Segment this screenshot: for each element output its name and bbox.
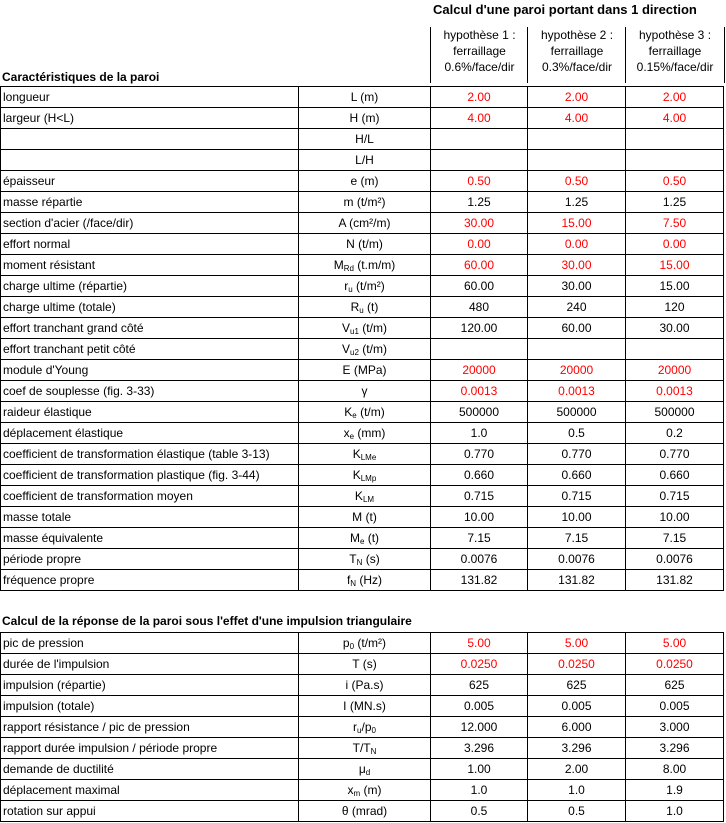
row-label[interactable]: pic de pression: [1, 633, 299, 654]
row-symbol[interactable]: $M_{Rd}$ (t.m/m): [299, 255, 431, 276]
row-label[interactable]: effort normal: [1, 234, 299, 255]
value-cell-h1[interactable]: 480: [431, 297, 528, 318]
value-cell-h1[interactable]: 12.000: [431, 717, 528, 738]
row-symbol[interactable]: $K_{LMe}$: [299, 444, 431, 465]
value-cell-h1[interactable]: 131.82: [431, 570, 528, 591]
section-2-title: Calcul de la réponse de la paroi sous l'effet d'une impulsion triangulaire: [2, 614, 412, 628]
row-label[interactable]: effort tranchant petit côté: [1, 339, 299, 360]
value-cell-h1[interactable]: 0.50: [431, 171, 528, 192]
row-label[interactable]: charge ultime (totale): [1, 297, 299, 318]
table-row: [1, 696, 724, 717]
value-cell-h2[interactable]: 2.00: [528, 759, 626, 780]
table-row: [1, 465, 724, 486]
row-symbol[interactable]: $f_N$ (Hz): [299, 570, 431, 591]
value-cell-h1[interactable]: 20000: [431, 360, 528, 381]
value-cell-h1[interactable]: 5.00: [431, 633, 528, 654]
table-row: [1, 213, 724, 234]
row-symbol[interactable]: $V_{u1}$ (t/m): [299, 318, 431, 339]
value-cell-h1[interactable]: 1.0: [431, 423, 528, 444]
value-cell-h1[interactable]: 0.00: [431, 234, 528, 255]
value-cell-h3[interactable]: 1.0: [626, 801, 724, 822]
value-cell-h3[interactable]: [626, 129, 724, 150]
row-label[interactable]: [1, 129, 299, 150]
sheet-title: Calcul d'une paroi portant dans 1 direction: [433, 2, 697, 17]
table-row: [1, 360, 724, 381]
value-cell-h1[interactable]: 0.715: [431, 486, 528, 507]
row-symbol[interactable]: θ (mrad): [299, 801, 431, 822]
row-symbol[interactable]: L/H: [299, 150, 431, 171]
row-label[interactable]: épaisseur: [1, 171, 299, 192]
value-cell-h3[interactable]: 0.660: [626, 465, 724, 486]
value-cell-h2[interactable]: 0.00: [528, 234, 626, 255]
value-cell-h3[interactable]: 3.000: [626, 717, 724, 738]
row-symbol[interactable]: $x_e$ (mm): [299, 423, 431, 444]
row-symbol[interactable]: N (t/m): [299, 234, 431, 255]
value-cell-h3[interactable]: [626, 150, 724, 171]
row-label[interactable]: durée de l'impulsion: [1, 654, 299, 675]
row-label[interactable]: coefficient de transformation moyen: [1, 486, 299, 507]
value-cell-h1[interactable]: 625: [431, 675, 528, 696]
value-cell-h3[interactable]: [626, 339, 724, 360]
value-cell-h3[interactable]: 7.15: [626, 528, 724, 549]
response-table: [0, 632, 724, 822]
row-symbol[interactable]: M (t): [299, 507, 431, 528]
value-cell-h1[interactable]: 4.00: [431, 108, 528, 129]
table-row: [1, 276, 724, 297]
table-row: [1, 717, 724, 738]
value-cell-h1[interactable]: 0.0076: [431, 549, 528, 570]
row-label[interactable]: module d'Young: [1, 360, 299, 381]
hypothesis-1-line-3: 0.6%/face/dir: [444, 60, 515, 74]
row-symbol[interactable]: $T/T_N$: [299, 738, 431, 759]
row-label[interactable]: masse répartie: [1, 192, 299, 213]
row-label[interactable]: impulsion (totale): [1, 696, 299, 717]
table-row: [1, 423, 724, 444]
table-row: [1, 444, 724, 465]
table-row: [1, 339, 724, 360]
value-cell-h1[interactable]: 0.0250: [431, 654, 528, 675]
row-label[interactable]: rotation sur appui: [1, 801, 299, 822]
table-row: [1, 759, 724, 780]
row-symbol[interactable]: e (m): [299, 171, 431, 192]
table-row: [1, 297, 724, 318]
value-cell-h1[interactable]: 0.0013: [431, 381, 528, 402]
value-cell-h3[interactable]: 4.00: [626, 108, 724, 129]
row-symbol[interactable]: $K_{LM}$: [299, 486, 431, 507]
table-row: [1, 129, 724, 150]
value-cell-h2[interactable]: 0.005: [528, 696, 626, 717]
table-row: [1, 234, 724, 255]
value-cell-h1[interactable]: 2.00: [431, 87, 528, 108]
section-1-title: Caractéristiques de la paroi: [2, 70, 160, 84]
value-cell-h2[interactable]: 1.0: [528, 780, 626, 801]
value-cell-h2[interactable]: 0.5: [528, 423, 626, 444]
row-symbol[interactable]: $\mu_d$: [299, 759, 431, 780]
value-cell-h1[interactable]: 3.296: [431, 738, 528, 759]
value-cell-h3[interactable]: 2.00: [626, 87, 724, 108]
value-cell-h2[interactable]: 0.5: [528, 801, 626, 822]
table-row: [1, 654, 724, 675]
value-cell-h2[interactable]: 60.00: [528, 318, 626, 339]
value-cell-h3[interactable]: 0.2: [626, 423, 724, 444]
row-symbol[interactable]: I (MN.s): [299, 696, 431, 717]
hypothesis-3-line-2: ferraillage: [648, 44, 702, 58]
value-cell-h2[interactable]: 131.82: [528, 570, 626, 591]
value-cell-h3[interactable]: 10.00: [626, 507, 724, 528]
value-cell-h3[interactable]: 0.0013: [626, 381, 724, 402]
value-cell-h3[interactable]: 1.25: [626, 192, 724, 213]
value-cell-h2[interactable]: [528, 150, 626, 171]
table-row: [1, 192, 724, 213]
value-cell-h3[interactable]: 30.00: [626, 318, 724, 339]
value-cell-h2[interactable]: 3.296: [528, 738, 626, 759]
hypothesis-2-header: [527, 27, 626, 83]
value-cell-h2[interactable]: 30.00: [528, 276, 626, 297]
hypothesis-3-line-1: hypothèse 3 :: [638, 28, 712, 42]
row-label[interactable]: masse équivalente: [1, 528, 299, 549]
value-cell-h3[interactable]: 120: [626, 297, 724, 318]
hypothesis-3-line-3: 0.15%/face/dir: [636, 60, 714, 74]
value-cell-h2[interactable]: 0.0013: [528, 381, 626, 402]
row-symbol[interactable]: i (Pa.s): [299, 675, 431, 696]
value-cell-h1[interactable]: 0.770: [431, 444, 528, 465]
table-row: [1, 381, 724, 402]
value-cell-h3[interactable]: 0.005: [626, 696, 724, 717]
table-row: [1, 486, 724, 507]
row-symbol[interactable]: $r_u$ (t/m²): [299, 276, 431, 297]
value-cell-h3[interactable]: 500000: [626, 402, 724, 423]
value-cell-h2[interactable]: 625: [528, 675, 626, 696]
hypothesis-3-header: [625, 27, 725, 83]
table-row: [1, 633, 724, 654]
hypothesis-2-line-3: 0.3%/face/dir: [541, 60, 613, 74]
value-cell-h1[interactable]: [431, 129, 528, 150]
value-cell-h2[interactable]: 0.715: [528, 486, 626, 507]
value-cell-h1[interactable]: 60.00: [431, 276, 528, 297]
value-cell-h3[interactable]: 20000: [626, 360, 724, 381]
value-cell-h3[interactable]: 0.715: [626, 486, 724, 507]
table-row: [1, 801, 724, 822]
hypothesis-2-line-1: hypothèse 2 :: [540, 28, 614, 42]
row-label[interactable]: largeur (H<L): [1, 108, 299, 129]
value-cell-h2[interactable]: 0.0076: [528, 549, 626, 570]
row-label[interactable]: [1, 150, 299, 171]
table-row: [1, 171, 724, 192]
value-cell-h1[interactable]: 120.00: [431, 318, 528, 339]
hypothesis-1-line-2: ferraillage: [453, 44, 506, 58]
value-cell-h1[interactable]: 10.00: [431, 507, 528, 528]
value-cell-h2[interactable]: 10.00: [528, 507, 626, 528]
value-cell-h2[interactable]: 5.00: [528, 633, 626, 654]
row-symbol[interactable]: m (t/m²): [299, 192, 431, 213]
value-cell-h2[interactable]: 0.50: [528, 171, 626, 192]
value-cell-h3[interactable]: 0.00: [626, 234, 724, 255]
row-label[interactable]: charge ultime (répartie): [1, 276, 299, 297]
table-row: [1, 318, 724, 339]
row-label[interactable]: moment résistant: [1, 255, 299, 276]
row-symbol[interactable]: $p_0$ (t/m²): [299, 633, 431, 654]
table-row: [1, 549, 724, 570]
value-cell-h1[interactable]: 7.15: [431, 528, 528, 549]
row-label[interactable]: période propre: [1, 549, 299, 570]
row-label[interactable]: effort tranchant grand côté: [1, 318, 299, 339]
characteristics-table: [0, 86, 724, 591]
row-symbol[interactable]: L (m): [299, 87, 431, 108]
table-row: [1, 570, 724, 591]
value-cell-h1[interactable]: [431, 150, 528, 171]
row-symbol[interactable]: γ: [299, 381, 431, 402]
value-cell-h2[interactable]: 30.00: [528, 255, 626, 276]
table-row: [1, 507, 724, 528]
row-symbol[interactable]: $T_N$ (s): [299, 549, 431, 570]
row-symbol[interactable]: $R_u$ (t): [299, 297, 431, 318]
value-cell-h1[interactable]: 1.0: [431, 780, 528, 801]
row-symbol[interactable]: H (m): [299, 108, 431, 129]
value-cell-h2[interactable]: 15.00: [528, 213, 626, 234]
value-cell-h2[interactable]: 240: [528, 297, 626, 318]
value-cell-h3[interactable]: 15.00: [626, 276, 724, 297]
hypothesis-2-line-2: ferraillage: [550, 44, 604, 58]
value-cell-h1[interactable]: 0.5: [431, 801, 528, 822]
value-cell-h3[interactable]: 0.770: [626, 444, 724, 465]
value-cell-h3[interactable]: 0.0076: [626, 549, 724, 570]
row-label[interactable]: masse totale: [1, 507, 299, 528]
row-label[interactable]: section d'acier (/face/dir): [1, 213, 299, 234]
row-symbol[interactable]: A (cm²/m): [299, 213, 431, 234]
row-label[interactable]: rapport durée impulsion / période propre: [1, 738, 299, 759]
value-cell-h2[interactable]: [528, 339, 626, 360]
row-label[interactable]: longueur: [1, 87, 299, 108]
value-cell-h1[interactable]: [431, 339, 528, 360]
value-cell-h2[interactable]: 0.0250: [528, 654, 626, 675]
value-cell-h2[interactable]: 2.00: [528, 87, 626, 108]
row-label[interactable]: demande de ductilité: [1, 759, 299, 780]
row-symbol[interactable]: T (s): [299, 654, 431, 675]
value-cell-h3[interactable]: 0.0250: [626, 654, 724, 675]
value-cell-h3[interactable]: 15.00: [626, 255, 724, 276]
value-cell-h2[interactable]: 4.00: [528, 108, 626, 129]
value-cell-h3[interactable]: 1.9: [626, 780, 724, 801]
row-symbol[interactable]: $V_{u2}$ (t/m): [299, 339, 431, 360]
row-symbol[interactable]: $r_u/p_0$: [299, 717, 431, 738]
row-label[interactable]: fréquence propre: [1, 570, 299, 591]
value-cell-h1[interactable]: 500000: [431, 402, 528, 423]
hypothesis-1-header: [430, 27, 528, 83]
row-label[interactable]: déplacement élastique: [1, 423, 299, 444]
row-symbol[interactable]: $K_{LMp}$: [299, 465, 431, 486]
value-cell-h2[interactable]: 6.000: [528, 717, 626, 738]
value-cell-h2[interactable]: 0.660: [528, 465, 626, 486]
value-cell-h3[interactable]: 131.82: [626, 570, 724, 591]
value-cell-h1[interactable]: 1.25: [431, 192, 528, 213]
row-label[interactable]: impulsion (répartie): [1, 675, 299, 696]
row-symbol[interactable]: $x_m$ (m): [299, 780, 431, 801]
value-cell-h1[interactable]: 60.00: [431, 255, 528, 276]
table-row: [1, 780, 724, 801]
row-label[interactable]: raideur élastique: [1, 402, 299, 423]
value-cell-h3[interactable]: 7.50: [626, 213, 724, 234]
table-row: [1, 738, 724, 759]
value-cell-h3[interactable]: 0.50: [626, 171, 724, 192]
value-cell-h3[interactable]: 5.00: [626, 633, 724, 654]
row-label[interactable]: coef de souplesse (fig. 3-33): [1, 381, 299, 402]
value-cell-h2[interactable]: 0.770: [528, 444, 626, 465]
value-cell-h3[interactable]: 8.00: [626, 759, 724, 780]
table-row: [1, 150, 724, 171]
value-cell-h2[interactable]: 500000: [528, 402, 626, 423]
row-symbol[interactable]: E (MPa): [299, 360, 431, 381]
value-cell-h3[interactable]: 3.296: [626, 738, 724, 759]
value-cell-h1[interactable]: 1.00: [431, 759, 528, 780]
value-cell-h1[interactable]: 30.00: [431, 213, 528, 234]
value-cell-h2[interactable]: 7.15: [528, 528, 626, 549]
row-label[interactable]: rapport résistance / pic de pression: [1, 717, 299, 738]
row-label[interactable]: coefficient de transformation plastique (fig. 3-44): [1, 465, 299, 486]
row-symbol[interactable]: $K_e$ (t/m): [299, 402, 431, 423]
row-symbol[interactable]: $M_e$ (t): [299, 528, 431, 549]
row-symbol[interactable]: H/L: [299, 129, 431, 150]
value-cell-h2[interactable]: 20000: [528, 360, 626, 381]
value-cell-h2[interactable]: 1.25: [528, 192, 626, 213]
value-cell-h1[interactable]: 0.005: [431, 696, 528, 717]
table-row: [1, 255, 724, 276]
value-cell-h2[interactable]: [528, 129, 626, 150]
table-row: [1, 87, 724, 108]
hypothesis-1-line-1: hypothèse 1 :: [443, 28, 516, 42]
row-label[interactable]: coefficient de transformation élastique (table 3-13): [1, 444, 299, 465]
value-cell-h1[interactable]: 0.660: [431, 465, 528, 486]
table-row: [1, 402, 724, 423]
table-row: [1, 108, 724, 129]
table-row: [1, 528, 724, 549]
row-label[interactable]: déplacement maximal: [1, 780, 299, 801]
value-cell-h3[interactable]: 625: [626, 675, 724, 696]
table-row: [1, 675, 724, 696]
